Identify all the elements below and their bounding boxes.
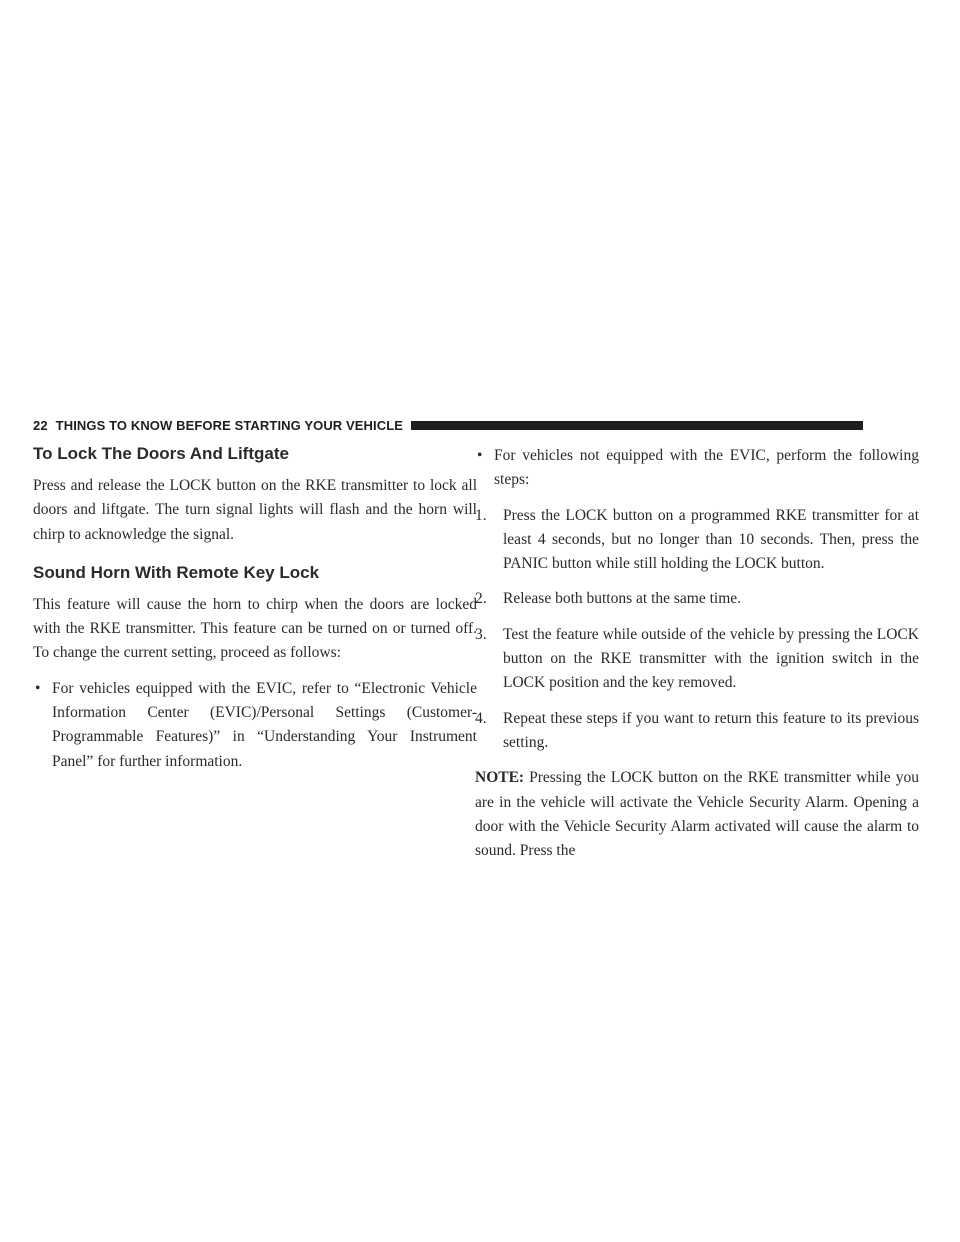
step-number: 2. (475, 590, 487, 608)
note-label: NOTE: (475, 769, 525, 787)
bullet-item-no-evic (475, 444, 919, 493)
note-text: Pressing the LOCK button on the RKE transmitter while you are in the vehicle will activate the Vehicle Security Alarm. Opening a door with the Vehicle Security Alarm activated will cause the alarm to sound. Press the (475, 769, 919, 860)
bullet-marker: • (477, 447, 483, 464)
step-text: Test the feature while outside of the vehicle by pressing the LOCK button on the RKE transmitter with the ignition switch in the LOCK position and the key removed. (503, 625, 919, 692)
step-text: Press the LOCK button on a programmed RKE transmitter for at least 4 seconds, but no longer than 10 seconds. Then, press the PANIC button while still holding the LOCK button. (503, 506, 919, 573)
section-heading-sound-horn: Sound Horn With Remote Key Lock (33, 562, 320, 582)
step-number: 1. (475, 506, 487, 524)
bullet-text: For vehicles equipped with the EVIC, refer to “Electronic Vehicle Information Center (EVIC)/Personal Settings (Customer-Programmable Features)” in “Understanding Your Instrument Panel” for further information. (52, 679, 477, 770)
right-column (475, 444, 919, 874)
step-item (475, 623, 919, 696)
step-item (475, 707, 919, 756)
sound-horn-paragraph: This feature will cause the horn to chirp when the doors are locked with the RKE transmitter. This feature can be turned on or turned off. To change the current setting, proceed as follows: (33, 595, 477, 662)
step-item (475, 504, 919, 577)
bullet-text: For vehicles not equipped with the EVIC, perform the following steps: (494, 447, 919, 489)
step-number: 4. (475, 709, 487, 727)
step-text: Repeat these steps if you want to return this feature to its previous setting. (503, 709, 919, 751)
step-number: 3. (475, 625, 487, 643)
note-paragraph (475, 766, 919, 863)
header-rule (411, 421, 863, 430)
lock-doors-paragraph: Press and release the LOCK button on the RKE transmitter to lock all doors and liftgate. The turn signal lights will flash and the horn will chirp to acknowledge the signal. (33, 477, 477, 543)
section-heading-lock-doors: To Lock The Doors And Liftgate (33, 444, 289, 463)
page-header (33, 418, 863, 432)
bullet-marker: • (35, 679, 41, 697)
page-number: 22 (33, 417, 48, 433)
chapter-title: THINGS TO KNOW BEFORE STARTING YOUR VEHICLE (55, 417, 404, 433)
left-column (33, 444, 477, 785)
step-item (475, 587, 919, 611)
bullet-item-evic (33, 677, 477, 774)
step-text: Release both buttons at the same time. (503, 590, 742, 608)
